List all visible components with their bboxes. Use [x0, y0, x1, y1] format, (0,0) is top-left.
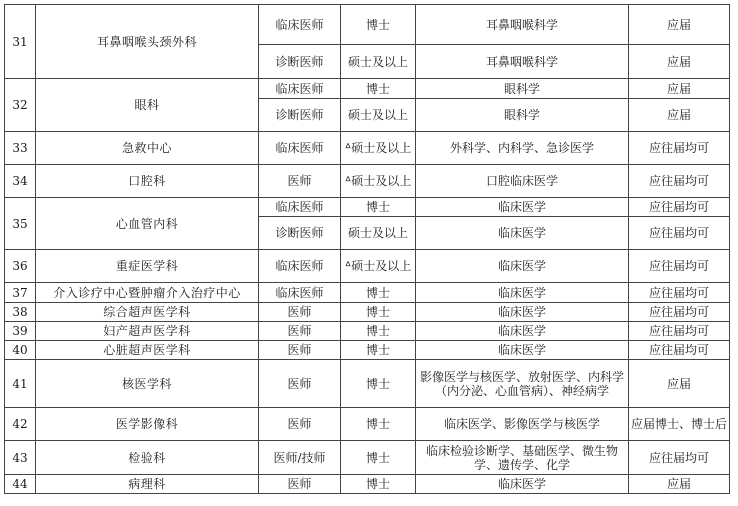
major-cell: 耳鼻咽喉科学: [416, 5, 629, 45]
education-cell: ᐞ硕士及以上: [341, 132, 416, 165]
table-row: [5, 283, 730, 303]
department-name: 口腔科: [36, 165, 259, 198]
table-row: [5, 475, 730, 494]
graduate-status-cell: 应往届均可: [629, 250, 730, 283]
row-number: 37: [5, 283, 36, 303]
major-cell: 口腔临床医学: [416, 165, 629, 198]
major-cell: 眼科学: [416, 99, 629, 132]
department-name: 医学影像科: [36, 408, 259, 441]
major-cell: 临床医学: [416, 341, 629, 360]
department-name: 重症医学科: [36, 250, 259, 283]
education-cell: 博士: [341, 441, 416, 475]
row-number: 40: [5, 341, 36, 360]
graduate-status-cell: 应往届均可: [629, 322, 730, 341]
table-row: [5, 5, 730, 45]
major-cell: 临床医学: [416, 322, 629, 341]
position-cell: 临床医师: [259, 79, 341, 99]
table-row: [5, 165, 730, 198]
department-name: 介入诊疗中心暨肿瘤介入治疗中心: [36, 283, 259, 303]
department-name: 综合超声医学科: [36, 303, 259, 322]
position-cell: 医师: [259, 322, 341, 341]
major-cell: 眼科学: [416, 79, 629, 99]
graduate-status-cell: 应届: [629, 475, 730, 494]
graduate-status-cell: 应届: [629, 99, 730, 132]
major-cell: 临床医学: [416, 283, 629, 303]
graduate-status-cell: 应届: [629, 360, 730, 408]
position-cell: 临床医师: [259, 250, 341, 283]
position-cell: 诊断医师: [259, 217, 341, 250]
row-number: 32: [5, 79, 36, 132]
graduate-status-cell: 应往届均可: [629, 341, 730, 360]
graduate-status-cell: 应届: [629, 79, 730, 99]
row-number: 44: [5, 475, 36, 494]
education-cell: 博士: [341, 79, 416, 99]
department-name: 耳鼻咽喉头颈外科: [36, 5, 259, 79]
graduate-status-cell: 应往届均可: [629, 165, 730, 198]
major-cell: 影像医学与核医学、放射医学、内科学（内分泌、心血管病）、神经病学: [416, 360, 629, 408]
table-row: [5, 79, 730, 99]
education-cell: 博士: [341, 283, 416, 303]
position-cell: 医师: [259, 165, 341, 198]
row-number: 41: [5, 360, 36, 408]
education-cell: 博士: [341, 5, 416, 45]
row-number: 35: [5, 198, 36, 250]
table-row: [5, 303, 730, 322]
education-cell: 博士: [341, 322, 416, 341]
major-cell: 临床医学: [416, 475, 629, 494]
position-cell: 医师/技师: [259, 441, 341, 475]
table-row: [5, 198, 730, 217]
position-cell: 医师: [259, 408, 341, 441]
row-number: 34: [5, 165, 36, 198]
department-name: 核医学科: [36, 360, 259, 408]
row-number: 36: [5, 250, 36, 283]
education-cell: 硕士及以上: [341, 45, 416, 79]
education-cell: 硕士及以上: [341, 99, 416, 132]
department-name: 眼科: [36, 79, 259, 132]
position-cell: 临床医师: [259, 283, 341, 303]
position-cell: 临床医师: [259, 198, 341, 217]
graduate-status-cell: 应往届均可: [629, 198, 730, 217]
graduate-status-cell: 应届: [629, 45, 730, 79]
row-number: 43: [5, 441, 36, 475]
graduate-status-cell: 应往届均可: [629, 132, 730, 165]
row-number: 39: [5, 322, 36, 341]
graduate-status-cell: 应往届均可: [629, 441, 730, 475]
major-cell: 临床医学: [416, 198, 629, 217]
graduate-status-cell: 应届博士、博士后: [629, 408, 730, 441]
education-cell: 博士: [341, 341, 416, 360]
major-cell: 外科学、内科学、急诊医学: [416, 132, 629, 165]
major-cell: 临床医学: [416, 250, 629, 283]
table-row: [5, 408, 730, 441]
position-cell: 医师: [259, 341, 341, 360]
education-cell: 硕士及以上: [341, 217, 416, 250]
recruitment-table: [4, 4, 730, 494]
row-number: 31: [5, 5, 36, 79]
table-row: [5, 441, 730, 475]
table-row: [5, 322, 730, 341]
position-cell: 医师: [259, 303, 341, 322]
position-cell: 临床医师: [259, 132, 341, 165]
position-cell: 医师: [259, 475, 341, 494]
table-body: [5, 5, 730, 494]
education-cell: ᐞ硕士及以上: [341, 250, 416, 283]
department-name: 心血管内科: [36, 198, 259, 250]
position-cell: 医师: [259, 360, 341, 408]
major-cell: 临床医学: [416, 217, 629, 250]
recruitment-table-container: [4, 4, 730, 494]
row-number: 38: [5, 303, 36, 322]
education-cell: 博士: [341, 360, 416, 408]
education-cell: 博士: [341, 475, 416, 494]
education-cell: 博士: [341, 408, 416, 441]
graduate-status-cell: 应往届均可: [629, 217, 730, 250]
department-name: 病理科: [36, 475, 259, 494]
row-number: 42: [5, 408, 36, 441]
department-name: 妇产超声医学科: [36, 322, 259, 341]
major-cell: 临床医学: [416, 303, 629, 322]
education-cell: 博士: [341, 198, 416, 217]
education-cell: 博士: [341, 303, 416, 322]
department-name: 检验科: [36, 441, 259, 475]
table-row: [5, 250, 730, 283]
row-number: 33: [5, 132, 36, 165]
position-cell: 诊断医师: [259, 45, 341, 79]
position-cell: 临床医师: [259, 5, 341, 45]
table-row: [5, 360, 730, 408]
graduate-status-cell: 应往届均可: [629, 303, 730, 322]
major-cell: 耳鼻咽喉科学: [416, 45, 629, 79]
department-name: 急救中心: [36, 132, 259, 165]
education-cell: ᐞ硕士及以上: [341, 165, 416, 198]
graduate-status-cell: 应届: [629, 5, 730, 45]
table-row: [5, 341, 730, 360]
position-cell: 诊断医师: [259, 99, 341, 132]
table-row: [5, 132, 730, 165]
graduate-status-cell: 应往届均可: [629, 283, 730, 303]
major-cell: 临床检验诊断学、基础医学、微生物学、遗传学、化学: [416, 441, 629, 475]
major-cell: 临床医学、影像医学与核医学: [416, 408, 629, 441]
department-name: 心脏超声医学科: [36, 341, 259, 360]
